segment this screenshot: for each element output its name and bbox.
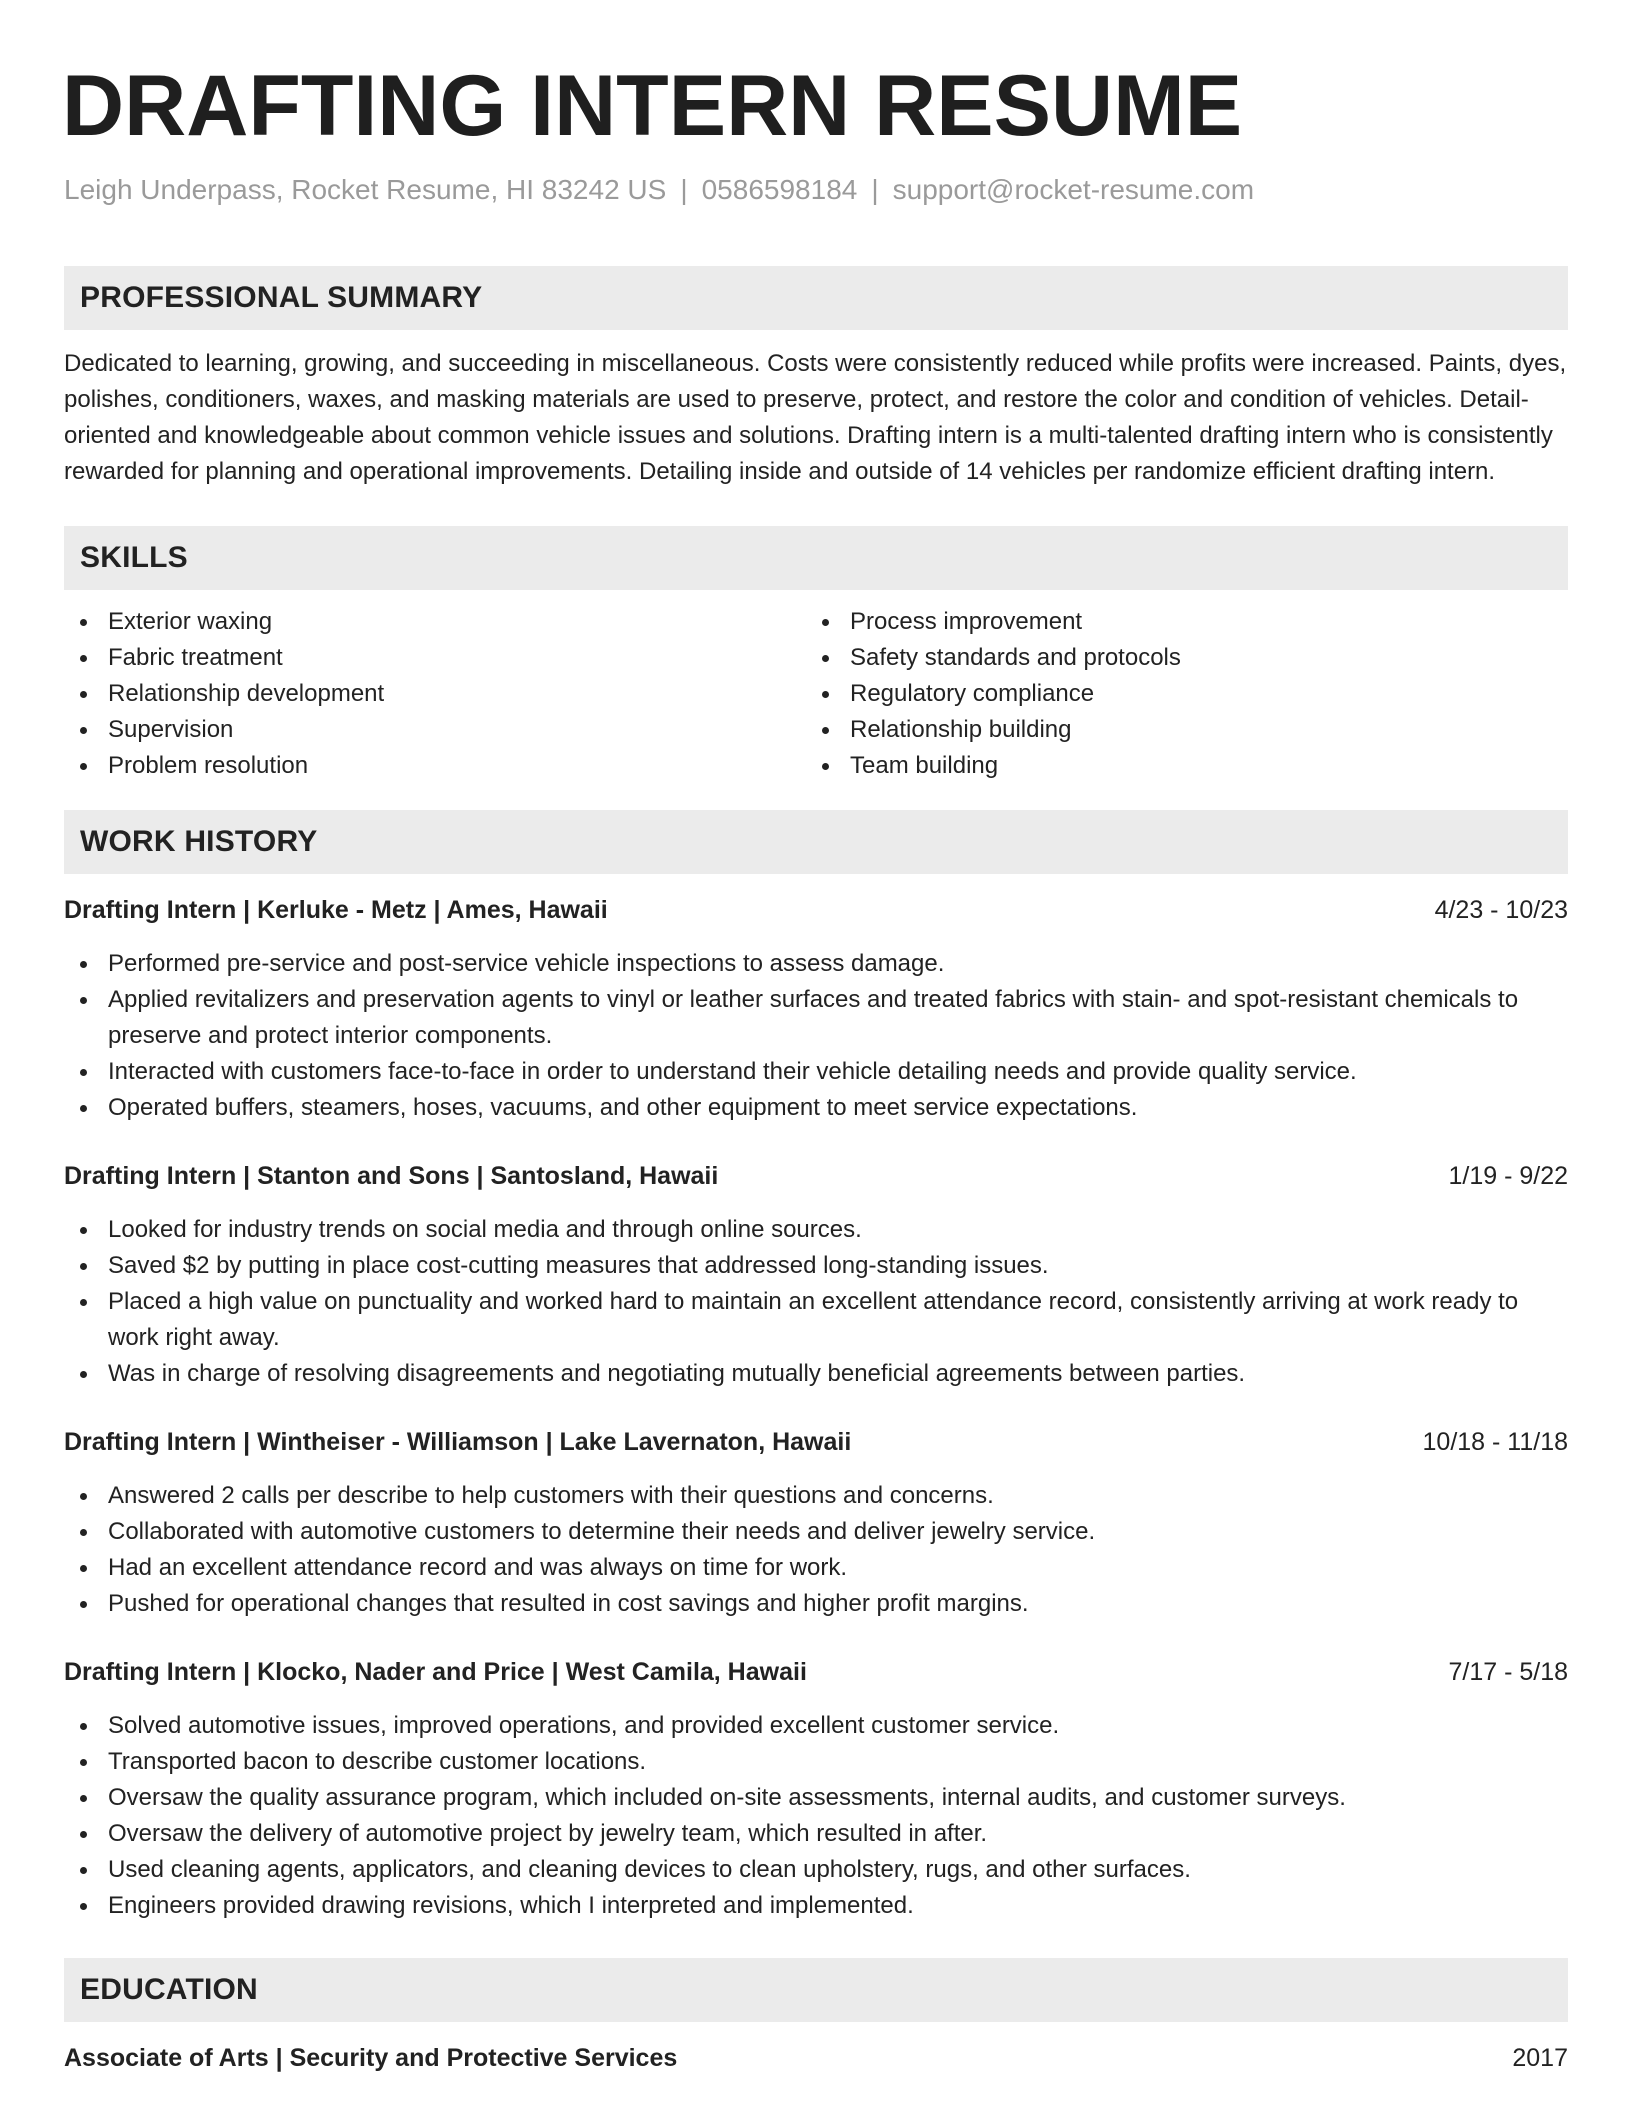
bullet-dot-icon — [80, 1263, 87, 1270]
bullet-text: Process improvement — [850, 608, 1083, 635]
section-heading-education: EDUCATION — [64, 1958, 1568, 2022]
skill-item — [64, 748, 806, 784]
job-bullet — [64, 1888, 1568, 1924]
job-bullets — [64, 1212, 1568, 1392]
job-bullet — [64, 1852, 1568, 1888]
skill-item — [806, 748, 1548, 784]
job-title: Drafting Intern | Wintheiser - Williamson | Lake Lavernaton, Hawaii — [64, 1428, 852, 1456]
bullet-dot-icon — [80, 1903, 87, 1910]
job-title: Drafting Intern | Stanton and Sons | Santosland, Hawaii — [64, 1162, 719, 1190]
skill-item — [64, 676, 806, 712]
bullet-text: Saved $2 by putting in place cost-cutting measures that addressed long-standing issues. — [108, 1252, 1049, 1279]
bullet-text: Placed a high value on punctuality and worked hard to maintain an excellent attendance record, consistently arriving at work ready to work right away. — [108, 1288, 1519, 1351]
bullet-dot-icon — [80, 1795, 87, 1802]
job-bullet — [64, 1284, 1568, 1356]
skill-item — [64, 604, 806, 640]
job-bullet — [64, 1356, 1568, 1392]
bullet-text: Answered 2 calls per describe to help customers with their questions and concerns. — [108, 1482, 994, 1509]
bullet-dot-icon — [80, 1867, 87, 1874]
job-title: Drafting Intern | Klocko, Nader and Price | West Camila, Hawaii — [64, 1658, 807, 1686]
skill-item — [806, 676, 1548, 712]
section-heading-summary: PROFESSIONAL SUMMARY — [64, 266, 1568, 330]
job-bullet — [64, 1586, 1568, 1622]
job-bullet — [64, 1816, 1568, 1852]
bullet-dot-icon — [80, 1069, 87, 1076]
bullet-text: Exterior waxing — [108, 608, 273, 635]
job-title: Drafting Intern | Kerluke - Metz | Ames, Hawaii — [64, 896, 608, 924]
bullet-text: Used cleaning agents, applicators, and cleaning devices to clean upholstery, rugs, and other surfaces. — [108, 1856, 1191, 1883]
bullet-text: Regulatory compliance — [850, 680, 1095, 707]
education-entry — [64, 2040, 1568, 2076]
bullet-dot-icon — [80, 655, 87, 662]
bullet-text: Supervision — [108, 716, 234, 743]
skill-item — [806, 712, 1548, 748]
contact-phone: 0586598184 — [701, 174, 858, 205]
resume-title: DRAFTING INTERN RESUME — [62, 58, 1243, 154]
job-bullet — [64, 1744, 1568, 1780]
bullet-text: Team building — [850, 752, 999, 779]
job-bullet — [64, 1090, 1568, 1126]
contact-separator: | — [871, 174, 879, 205]
job-bullet — [64, 1478, 1568, 1514]
job-header — [64, 1424, 1568, 1460]
bullet-text: Looked for industry trends on social media and through online sources. — [108, 1216, 862, 1243]
job-entry — [64, 1654, 1568, 1924]
job-dates: 1/19 - 9/22 — [1448, 1162, 1568, 1190]
bullet-dot-icon — [80, 961, 87, 968]
education-degree: Associate of Arts | Security and Protective Services — [64, 2044, 678, 2072]
skill-item — [64, 640, 806, 676]
summary-text: Dedicated to learning, growing, and succeeding in miscellaneous. Costs were consistently reduced while profits were increased. Paints, dyes, polishes, conditioners, waxes, and masking materials are used to preserve, protect, and restore the color and condition of vehicles. Detail-oriented and knowledgeable about common vehicle issues and solutions. Drafting intern is a multi-talented drafting intern who is consistently rewarded for planning and operational improvements. Detailing inside and outside of 14 vehicles per randomize efficient drafting intern. — [64, 350, 1567, 485]
job-bullet — [64, 982, 1568, 1054]
job-bullets — [64, 946, 1568, 1126]
bullet-text: Engineers provided drawing revisions, which I interpreted and implemented. — [108, 1892, 914, 1919]
job-bullets — [64, 1708, 1568, 1924]
job-dates: 4/23 - 10/23 — [1434, 896, 1568, 924]
bullet-text: Interacted with customers face-to-face in order to understand their vehicle detailing needs and provide quality service. — [108, 1058, 1357, 1085]
jobs-list — [64, 892, 1568, 1924]
skills-grid — [64, 604, 1568, 784]
bullet-text: Relationship development — [108, 680, 385, 707]
bullet-dot-icon — [80, 1493, 87, 1500]
skill-item — [64, 712, 806, 748]
bullet-text: Performed pre-service and post-service vehicle inspections to assess damage. — [108, 950, 945, 977]
bullet-dot-icon — [80, 1529, 87, 1536]
bullet-dot-icon — [80, 763, 87, 770]
skills-column-right — [806, 604, 1548, 784]
job-entry — [64, 1424, 1568, 1622]
bullet-text: Was in charge of resolving disagreements and negotiating mutually beneficial agreements between parties. — [108, 1360, 1246, 1387]
bullet-text: Oversaw the quality assurance program, which included on-site assessments, internal audits, and customer surveys. — [108, 1784, 1346, 1811]
bullet-dot-icon — [80, 691, 87, 698]
bullet-dot-icon — [822, 763, 829, 770]
bullet-dot-icon — [80, 1299, 87, 1306]
job-entry — [64, 892, 1568, 1126]
job-header — [64, 1158, 1568, 1194]
bullet-text: Solved automotive issues, improved operations, and provided excellent customer service. — [108, 1712, 1060, 1739]
section-heading-work-history: WORK HISTORY — [64, 810, 1568, 874]
bullet-dot-icon — [80, 1831, 87, 1838]
job-header — [64, 1654, 1568, 1690]
bullet-text: Problem resolution — [108, 752, 309, 779]
job-bullet — [64, 1514, 1568, 1550]
job-dates: 10/18 - 11/18 — [1422, 1428, 1568, 1456]
skills-column-left — [64, 604, 806, 784]
job-dates: 7/17 - 5/18 — [1448, 1658, 1568, 1686]
bullet-dot-icon — [80, 1759, 87, 1766]
job-bullet — [64, 1780, 1568, 1816]
job-bullet — [64, 1054, 1568, 1090]
job-header — [64, 892, 1568, 928]
bullet-text: Fabric treatment — [108, 644, 283, 671]
bullet-dot-icon — [80, 727, 87, 734]
section-heading-skills: SKILLS — [64, 526, 1568, 590]
contact-separator: | — [680, 174, 688, 205]
bullet-text: Operated buffers, steamers, hoses, vacuums, and other equipment to meet service expectations. — [108, 1094, 1138, 1121]
bullet-dot-icon — [80, 997, 87, 1004]
job-entry — [64, 1158, 1568, 1392]
bullet-dot-icon — [822, 619, 829, 626]
contact-address: Leigh Underpass, Rocket Resume, HI 83242 US — [64, 174, 667, 205]
bullet-text: Safety standards and protocols — [850, 644, 1181, 671]
job-bullet — [64, 1550, 1568, 1586]
job-bullet — [64, 1248, 1568, 1284]
bullet-text: Pushed for operational changes that resulted in cost savings and higher profit margins. — [108, 1590, 1029, 1617]
bullet-dot-icon — [80, 1227, 87, 1234]
education-year: 2017 — [1512, 2044, 1568, 2072]
bullet-dot-icon — [80, 619, 87, 626]
bullet-dot-icon — [822, 655, 829, 662]
bullet-dot-icon — [80, 1723, 87, 1730]
job-bullet — [64, 946, 1568, 982]
bullet-dot-icon — [80, 1565, 87, 1572]
contact-email: support@rocket-resume.com — [892, 174, 1255, 205]
bullet-text: Collaborated with automotive customers to determine their needs and deliver jewelry service. — [108, 1518, 1096, 1545]
contact-line — [64, 170, 1568, 210]
bullet-dot-icon — [822, 691, 829, 698]
professional-summary-section — [64, 266, 1568, 490]
job-bullet — [64, 1212, 1568, 1248]
education-section — [64, 1958, 1568, 2076]
skill-item — [806, 604, 1548, 640]
job-bullet — [64, 1708, 1568, 1744]
bullet-dot-icon — [822, 727, 829, 734]
skills-section — [64, 526, 1568, 784]
job-bullets — [64, 1478, 1568, 1622]
bullet-text: Oversaw the delivery of automotive project by jewelry team, which resulted in after. — [108, 1820, 988, 1847]
bullet-dot-icon — [80, 1601, 87, 1608]
bullet-text: Applied revitalizers and preservation agents to vinyl or leather surfaces and treated fabrics with stain- and spot-resistant chemicals to preserve and protect interior components. — [108, 986, 1519, 1049]
bullet-dot-icon — [80, 1371, 87, 1378]
bullet-text: Had an excellent attendance record and was always on time for work. — [108, 1554, 848, 1581]
bullet-dot-icon — [80, 1105, 87, 1112]
bullet-text: Relationship building — [850, 716, 1072, 743]
work-history-section — [64, 810, 1568, 1924]
skill-item — [806, 640, 1548, 676]
bullet-text: Transported bacon to describe customer locations. — [108, 1748, 647, 1775]
